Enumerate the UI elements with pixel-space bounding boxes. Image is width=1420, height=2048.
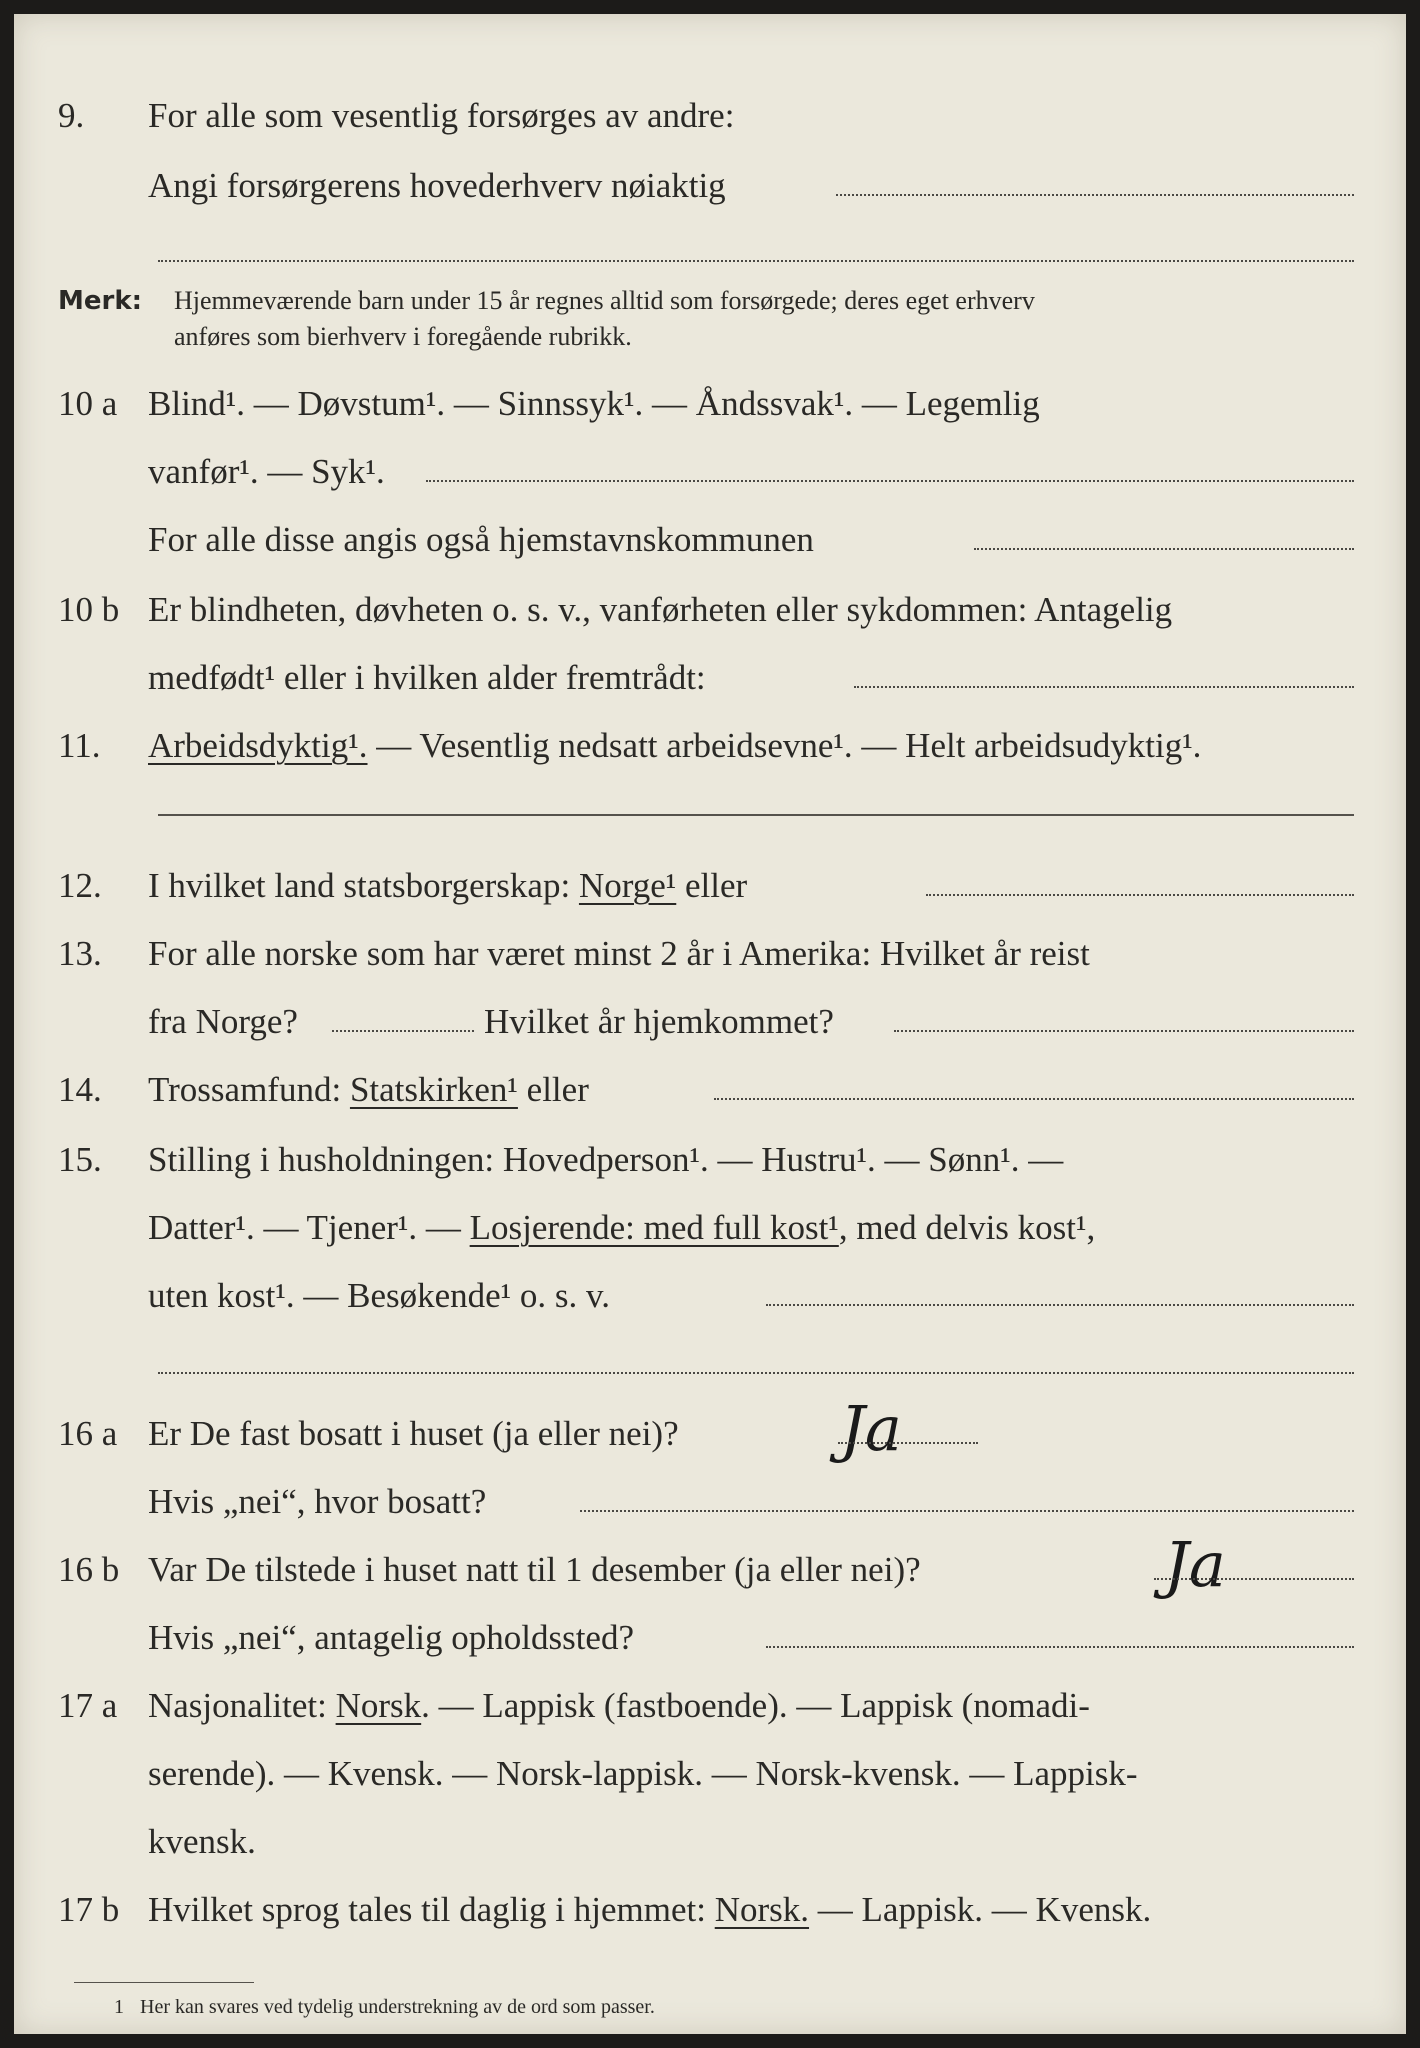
q16b-number: 16 b [58,1550,120,1589]
q15-answer-line[interactable] [766,1304,1354,1306]
q12-pre: I hvilket land statsborgerskap: [148,866,579,905]
q14-number: 14. [58,1070,102,1109]
q15-line2-post: , med delvis kost¹, [838,1208,1096,1247]
merk-line1: Hjemmeværende barn under 15 år regnes alltid som forsørgede; deres eget erhverv [174,286,1035,315]
q17b-underlined-answer: Norsk. [714,1890,810,1929]
q12-post: eller [676,866,748,905]
q15-number: 15. [58,1140,102,1179]
q13-number: 13. [58,934,102,973]
q9-answer-line[interactable] [836,194,1354,196]
q16a-answer-line[interactable] [838,1442,978,1444]
q9-answer-line-2[interactable] [158,260,1354,262]
footnote-text: Her kan svares ved tydelig understrekning av de ord som passer. [140,1996,655,2018]
q17b-pre: Hvilket sprog tales til daglig i hjemmet: [148,1890,715,1929]
q10a-number: 10 a [58,384,118,423]
q17a-line1 [148,1686,1090,1726]
q9-line1: For alle som vesentlig forsørges av andre: [148,96,735,135]
q15-answer-line-2[interactable] [158,1372,1354,1374]
q16a-bosatt-line[interactable] [580,1510,1354,1512]
q10b-answer-line[interactable] [854,686,1354,688]
q10a-line3: For alle disse angis også hjemstavnskommunen [148,520,814,559]
q17a-line3: kvensk. [148,1822,256,1861]
q11-text [148,726,1201,766]
q15-line1: Stilling i husholdningen: Hovedperson¹. — Hustru¹. — Sønn¹. — [148,1140,1064,1179]
q10b-line1: Er blindheten, døvheten o. s. v., vanførheten eller sykdommen: Antagelig [148,590,1173,629]
q13-line1: For alle norske som har været minst 2 år i Amerika: Hvilket år reist [148,934,1090,973]
q10a-line1: Blind¹. — Døvstum¹. — Sinnssyk¹. — Åndssvak¹. — Legemlig [148,384,1040,423]
q17a-number: 17 a [58,1686,118,1725]
q9-number: 9. [58,96,85,135]
q14-answer-line[interactable] [714,1098,1354,1100]
q17a-line2: serende). — Kvensk. — Norsk-lappisk. — Norsk-kvensk. — Lappisk- [148,1754,1138,1793]
merk-label: Merk: [58,286,143,316]
q14-pre: Trossamfund: [148,1070,350,1109]
q10b-line2: medfødt¹ eller i hvilken alder fremtrådt: [148,658,706,697]
q10b-number: 10 b [58,590,120,629]
q17b-post: — Lappisk. — Kvensk. [809,1890,1152,1929]
q17b-number: 17 b [58,1890,120,1929]
q15-line3: uten kost¹. — Besøkende¹ o. s. v. [148,1276,611,1315]
q16b-line2: Hvis „nei“, antagelig opholdssted? [148,1618,634,1657]
q12-underlined-answer: Norge¹ [578,866,677,905]
q11-underlined-answer: Arbeidsdyktig¹. [148,726,368,765]
q11-rest: — Vesentlig nedsatt arbeidsevne¹. — Helt arbeidsudyktig¹. [367,726,1202,765]
q13-hjemkommet-line[interactable] [894,1030,1354,1032]
q13-reist-line[interactable] [332,1030,474,1032]
q13-line2a: fra Norge? [148,1002,298,1041]
q14-post: eller [517,1070,589,1109]
census-form-page [14,14,1406,2034]
q12-number: 12. [58,866,102,905]
q10a-hjemstavn-line[interactable] [974,548,1354,550]
q16b-line1: Var De tilstede i huset natt til 1 desember (ja eller nei)? [148,1550,921,1589]
q14-underlined-answer: Statskirken¹ [349,1070,518,1109]
q16a-line2: Hvis „nei“, hvor bosatt? [148,1482,487,1521]
q13-line2b: Hvilket år hjemkommet? [484,1002,834,1041]
q10a-line2: vanfør¹. — Syk¹. [148,452,385,491]
q11-number: 11. [58,726,101,765]
q17b-text [148,1890,1151,1930]
q16b-handwritten-answer: Ja [1164,1528,1226,1601]
q16b-opholdssted-line[interactable] [766,1646,1354,1648]
q15-line2-pre: Datter¹. — Tjener¹. — [148,1208,470,1247]
q17a-pre: Nasjonalitet: [148,1686,336,1725]
q16a-line1: Er De fast bosatt i huset (ja eller nei)? [148,1414,679,1453]
merk-line2: anføres som bierhverv i foregående rubrikk. [174,322,632,351]
q10a-answer-line[interactable] [426,480,1354,482]
q9-line2: Angi forsørgerens hovederhverv nøiaktig [148,166,726,205]
q15-line2 [148,1208,1095,1248]
q15-underlined-answer: Losjerende: med full kost¹ [469,1208,839,1247]
q16a-handwritten-answer: Ja [840,1392,902,1465]
q17a-underlined-answer: Norsk [335,1686,422,1725]
q17a-post: . — Lappisk (fastboende). — Lappisk (nomadi- [421,1686,1090,1725]
footnote-mark: 1 [114,1996,124,2018]
q11-answer-line[interactable] [158,814,1354,816]
q16a-number: 16 a [58,1414,118,1453]
q14-text [148,1070,589,1110]
q12-answer-line[interactable] [926,894,1354,896]
q16b-answer-line[interactable] [1154,1578,1354,1580]
q12-text [148,866,747,906]
footnote-rule [74,1982,254,1983]
